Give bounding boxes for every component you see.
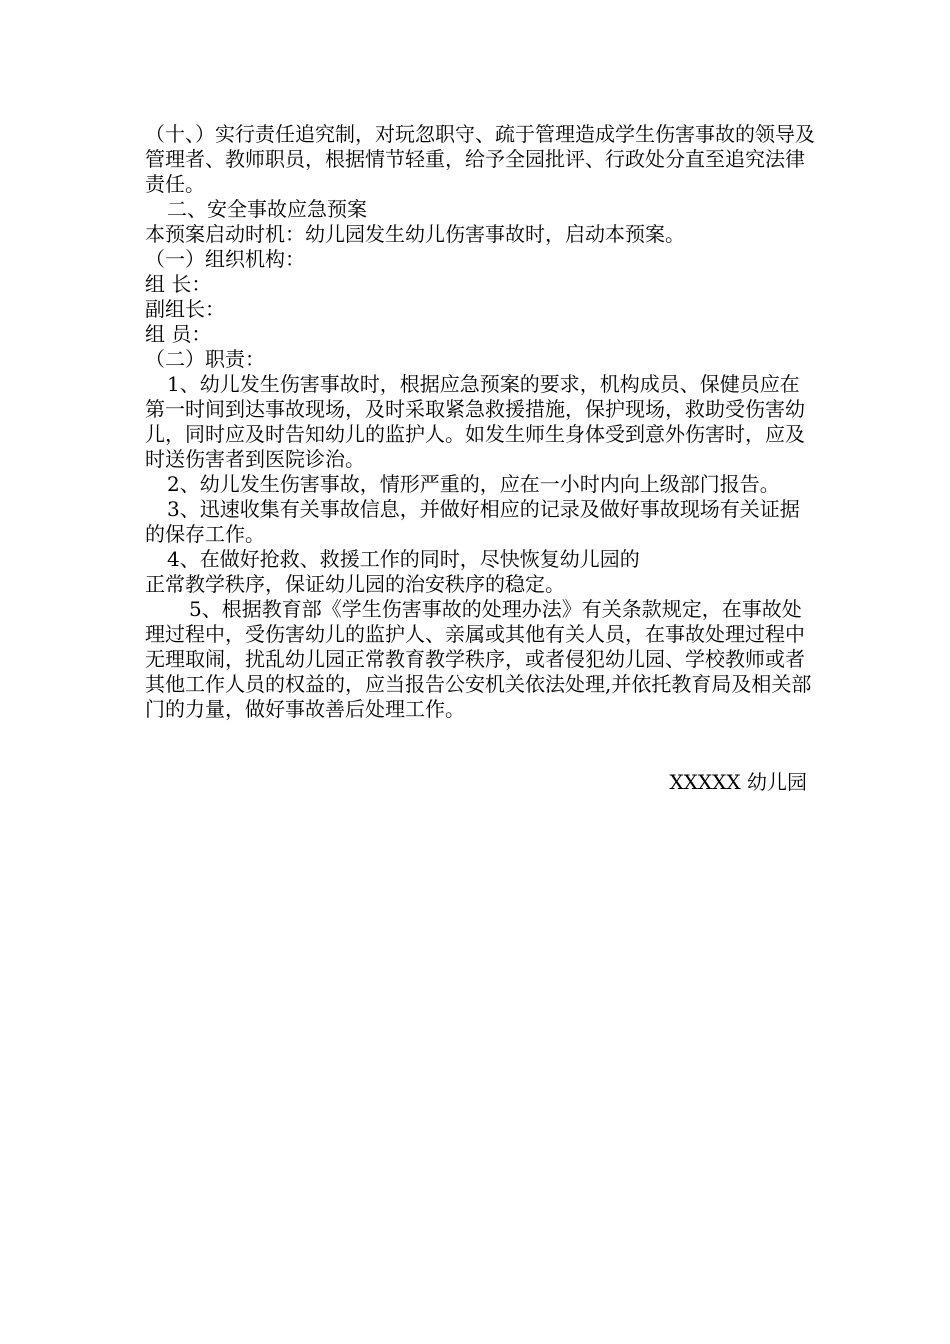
line-group-members: 组 员： — [145, 322, 212, 346]
subheading-duties: （二）职责： — [145, 347, 265, 371]
duty-item-1: 1、幼儿发生伤害事故时，根据应急预案的要求，机构成员、保健员应在第一时间到达事故现场，及时采取紧急救援措施，保护现场，救助受伤害幼儿，同时应及时告知幼儿的监护人。如发生师生身体受到意外伤害时，应及时送伤害者到医院诊治。 — [145, 372, 805, 471]
line-group-leader: 组 长： — [145, 272, 212, 296]
duty-item-4: 4、在做好抢救、救援工作的同时，尽快恢复幼儿园的 — [167, 547, 640, 571]
duty-item-3: 3、迅速收集有关事故信息，并做好相应的记录及做好事故现场有关证据的保存工作。 — [145, 497, 800, 546]
document-body — [145, 122, 815, 722]
duty-item-4-continued: 正常教学秩序，保证幼儿园的治安秩序的稳定。 — [145, 572, 565, 596]
paragraph-plan-trigger: 本预案启动时机：幼儿园发生幼儿伤害事故时，启动本预案。 — [145, 222, 685, 246]
duty-item-2: 2、幼儿发生伤害事故，情形严重的，应在一小时内向上级部门报告。 — [167, 472, 780, 496]
line-deputy-leader: 副组长： — [145, 297, 225, 321]
section-heading-emergency-plan: 二、安全事故应急预案 — [167, 197, 367, 221]
paragraph-accountability: （十、）实行责任追究制，对玩忽职守、疏于管理造成学生伤害事故的领导及管理者、教师职员，根据情节轻重，给予全园批评、行政处分直至追究法律责任。 — [145, 122, 815, 196]
signature-kindergarten: XXXXX 幼儿园 — [669, 770, 807, 794]
subheading-organization: （一）组织机构： — [145, 247, 305, 271]
duty-item-5: 5、根据教育部《学生伤害事故的处理办法》有关条款规定，在事故处理过程中，受伤害幼儿的监护人、亲属或其他有关人员，在事故处理过程中无理取闹，扰乱幼儿园正常教育教学秩序，或者侵犯幼儿园、学校教师或者其他工作人员的权益的，应当报告公安机关依法处理,并依托教育局及相关部门的力量，做好事故善后处理工作。 — [145, 597, 812, 721]
